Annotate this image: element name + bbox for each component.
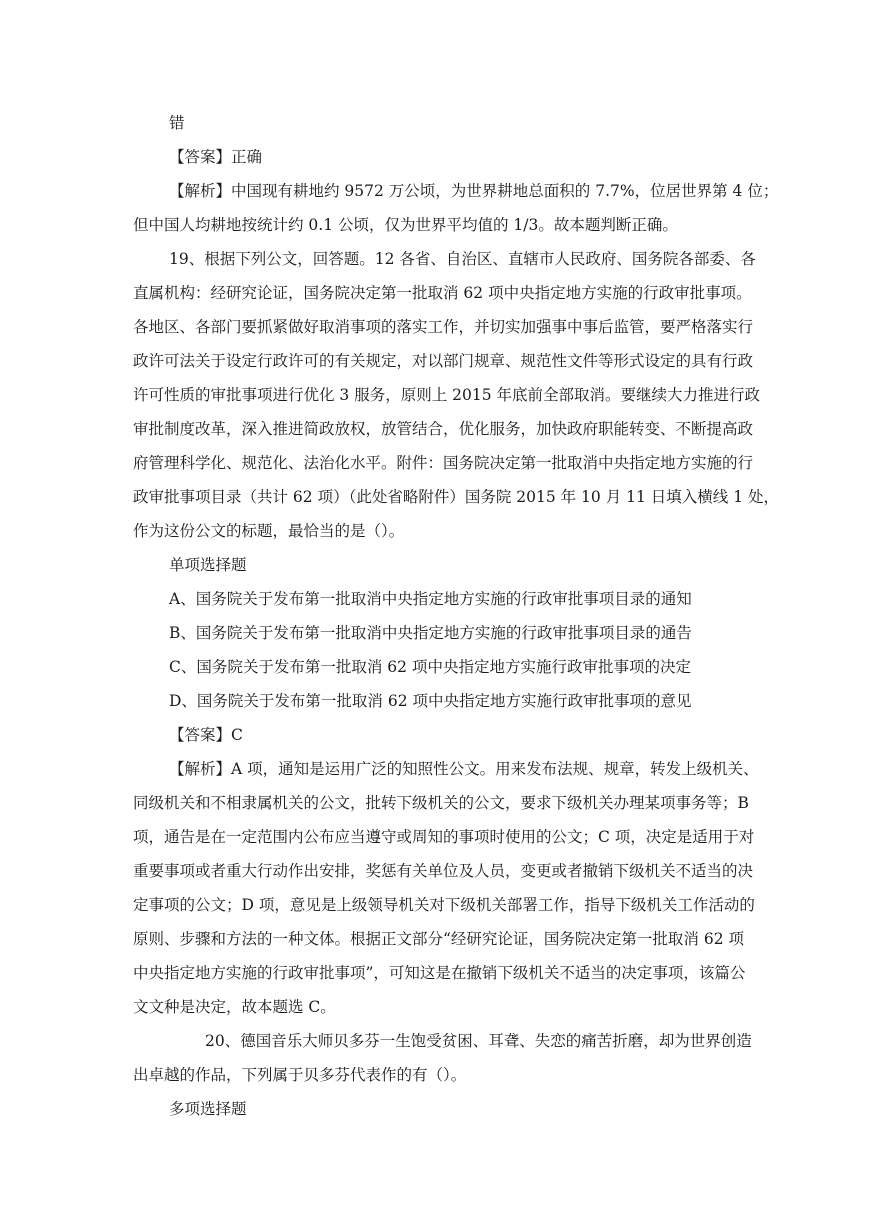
line: 出卓越的作品，下列属于贝多芬代表作的有（）。 [133, 1066, 467, 1084]
line: 原则、步骤和方法的一种文体。根据正文部分“经研究论证，国务院决定第一批取消 62 项 [133, 930, 745, 948]
line: 审批制度改革，深入推进简政放权，放管结合，优化服务，加快政府职能转变、不断提高政 [133, 420, 754, 438]
line: 作为这份公文的标题，最恰当的是（）。 [133, 522, 405, 540]
line: C、国务院关于发布第一批取消 62 项中央指定地方实施行政审批事项的决定 [169, 658, 691, 676]
line: 项，通告是在一定范围内公布应当遵守或周知的事项时使用的公文；C 项，决定是适用于对 [133, 828, 755, 846]
option-c [133, 650, 738, 684]
line: 【解析】A 项，通知是运用广泛的知照性公文。用来发布法规、规章，转发上级机关、 [169, 760, 759, 778]
line: 政审批事项目录（共计 62 项）（此处省略附件）国务院 2015 年 10 月 11 日填入横线 1 处， [133, 488, 779, 506]
line: 中央指定地方实施的行政审批事项”，可知这是在撤销下级机关不适当的决定事项，该篇公 [133, 964, 746, 982]
line: 政许可法关于设定行政许可的有关规定，对以部门规章、规范性文件等形式设定的具有行政 [133, 352, 754, 370]
question-type-multiple [133, 1092, 738, 1126]
option-b [133, 616, 738, 650]
question-type-single [133, 548, 738, 582]
answer-text-wrong [133, 106, 738, 140]
explanation-paragraph [133, 174, 779, 242]
line: 【答案】正确 [169, 148, 263, 166]
line: 多项选择题 [169, 1100, 247, 1118]
line: 但中国人均耕地按统计约 0.1 公顷，仅为世界平均值的 1/3。故本题判断正确。 [133, 216, 678, 234]
line: 单项选择题 [169, 556, 247, 574]
option-d [133, 684, 738, 718]
answer-label [133, 140, 738, 174]
line: 【答案】C [169, 726, 243, 744]
line: 许可性质的审批事项进行优化 3 服务，原则上 2015 年底前全部取消。要继续大力推进行政 [133, 386, 761, 404]
line: 直属机构：经研究论证，国务院决定第一批取消 62 项中央指定地方实施的行政审批事项。 [133, 284, 752, 302]
line: 府管理科学化、规范化、法治化水平。附件：国务院决定第一批取消中央指定地方实施的行 [133, 454, 754, 472]
question-19-stem [133, 242, 779, 548]
line: 定事项的公文；D 项，意见是上级领导机关对下级机关部署工作，指导下级机关工作活动的 [133, 896, 755, 914]
line: D、国务院关于发布第一批取消 62 项中央指定地方实施行政审批事项的意见 [169, 692, 692, 710]
line: 19、根据下列公文，回答题。12 各省、自治区、直辖市人民政府、国务院各部委、各 [169, 250, 756, 268]
line: B、国务院关于发布第一批取消中央指定地方实施的行政审批事项目录的通告 [169, 624, 692, 642]
line: 各地区、各部门要抓紧做好取消事项的落实工作，并切实加强事中事后监管，要严格落实行 [133, 318, 754, 336]
option-a [133, 582, 738, 616]
line: 【解析】中国现有耕地约 9572 万公顷，为世界耕地总面积的 7.7%，位居世界第 4 位； [169, 182, 779, 200]
explanation-paragraph [133, 752, 759, 1024]
line: 错 [169, 114, 185, 132]
line: 20、德国音乐大师贝多芬一生饱受贫困、耳聋、失恋的痛苦折磨，却为世界创造 [205, 1032, 752, 1050]
question-20-stem [133, 1024, 752, 1092]
answer-label [133, 718, 738, 752]
line: 重要事项或者重大行动作出安排，奖惩有关单位及人员，变更或者撤销下级机关不适当的决 [133, 862, 754, 880]
line: A、国务院关于发布第一批取消中央指定地方实施的行政审批事项目录的通知 [169, 590, 692, 608]
line: 同级机关和不相隶属机关的公文，批转下级机关的公文，要求下级机关办理某项事务等；B [133, 794, 749, 812]
line: 文文种是决定，故本题选 C。 [133, 998, 336, 1016]
